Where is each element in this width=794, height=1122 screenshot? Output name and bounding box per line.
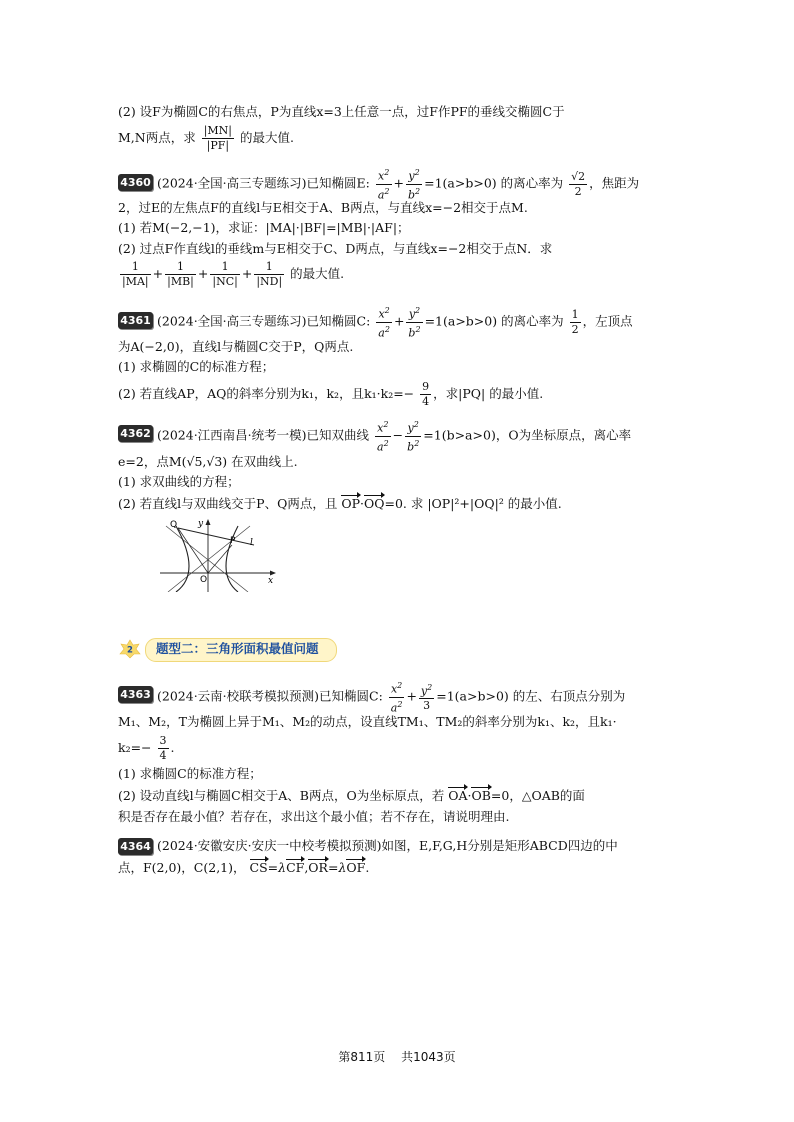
- text-fragment: ，求|PQ| 的最小值.: [433, 386, 544, 401]
- label-p: P: [230, 536, 236, 546]
- fraction: $\frac{y^2}{3}$: [420, 682, 433, 713]
- text-line: (1) 求椭圆的C的标准方程；: [118, 359, 275, 374]
- text-fragment: =0. 求 |OP|²+|OQ|² 的最小值.: [384, 496, 562, 511]
- text-fragment: (2024·江西南昌·统考一模)已知双曲线: [157, 427, 370, 443]
- y-axis-arrow-icon: [206, 519, 211, 525]
- fraction: $\frac{x^2}{a^2}$: [377, 420, 389, 454]
- fraction: $\frac{9}{4}$: [422, 380, 430, 408]
- fraction: $\frac{1}{|MB|}$: [167, 260, 194, 288]
- text-line: (2024·全国·高三专题练习)已知椭圆E: $\frac{x^2}{a^2}$ + $\frac{y^2}{b^2}$ =1(a>b>0) 的离心率为 $\frac{√2}{2}$ ，焦距为: [157, 168, 640, 202]
- text-fragment: .: [170, 740, 175, 755]
- text-fragment: k₂=−: [118, 740, 152, 755]
- vector-op: OP: [341, 496, 360, 511]
- text-fragment: (2) 设动直线l与椭圆C相交于A、B两点，O为坐标原点，若: [118, 788, 445, 803]
- fraction-numerator: |MN|: [203, 124, 233, 137]
- problem-number: 4361: [118, 312, 153, 329]
- page-footer: 第811页 共1043页: [338, 1050, 456, 1064]
- text-line: 点，F(2,0)，C(2,1)， CS=λCF,OR=λOF.: [118, 860, 370, 875]
- text-line: [118, 734, 175, 763]
- text-line: [118, 380, 543, 409]
- text-fragment: =1(a>b>0) 的离心率为: [424, 313, 564, 329]
- segment-op: [208, 545, 232, 573]
- segment-oq: [178, 528, 208, 573]
- text-line: M₁、M₂，T为椭圆上异于M₁、M₂的动点，设直线TM₁、TM₂的斜率分别为k₁、k₂，且k₁·: [118, 714, 617, 729]
- text-fragment: (2024·全国·高三专题练习)已知椭圆C:: [157, 313, 371, 329]
- fraction: $\frac{y^2}{b^2}$: [407, 168, 421, 202]
- fraction: $\frac{1}{|NC|}$: [212, 260, 238, 288]
- vector-or: OR: [308, 860, 328, 875]
- vector-ob: OB: [471, 788, 491, 803]
- text-line: (1) 若M(−2,−1)，求证：|MA|·|BF|=|MB|·|AF|；: [118, 220, 410, 235]
- text-line: (1) 求双曲线的方程；: [118, 474, 240, 489]
- vector-cf: CF: [286, 860, 305, 875]
- fraction: $\frac{y^2}{b^2}$: [408, 306, 421, 340]
- text-line: $\frac{1}{|MA|}$ + $\frac{1}{|MB|}$ + $\frac{1}{|NC|}$ + $\frac{1}{|ND|}$ 的最大值.: [122, 260, 345, 288]
- text-fragment: .: [365, 860, 370, 875]
- label-l: l: [250, 538, 253, 548]
- vector-of: OF: [346, 860, 366, 875]
- fraction-denominator: |PF|: [206, 139, 230, 152]
- section-badge-icon: [118, 639, 142, 659]
- text-line: (2) 若直线l与双曲线交于P、Q两点，且 OP·OQ=0. 求 |OP|²+|OQ|² 的最小值.: [118, 496, 562, 511]
- text-line: 积是否存在最小值？若存在，求出这个最小值；若不存在，请说明理由.: [118, 809, 510, 824]
- asymptote-2: [168, 526, 250, 592]
- problem-number: 4364: [118, 838, 153, 855]
- section-badge-number: 2: [127, 645, 133, 656]
- text-fragment: (2024·云南·校联考模拟预测)已知椭圆C:: [157, 688, 383, 704]
- text-fragment: =1(a>b>0) 的左、右顶点分别为: [436, 688, 626, 704]
- fraction: $\frac{x^2}{a^2}$: [377, 168, 390, 202]
- text-line: (2024·安徽安庆·安庆一中校考模拟预测)如图，E,F,G,H分别是矩形ABCD四边的中: [157, 838, 618, 853]
- text-line: (1) 求椭圆C的标准方程；: [118, 766, 262, 781]
- problem-number: 4360: [118, 174, 153, 191]
- text-line: 为A(−2,0)，直线l与椭圆C交于P，Q两点.: [118, 339, 354, 354]
- problem-number: 4362: [118, 425, 153, 442]
- text-fragment: 的最大值.: [290, 266, 345, 281]
- label-x: x: [268, 576, 274, 586]
- text-line: (2024·江西南昌·统考一模)已知双曲线 $\frac{x^2}{a^2}$ − $\frac{y^2}{b^2}$ =1(b>a>0)，O为坐标原点，离心率: [157, 420, 632, 454]
- fraction: $\frac{1}{2}$: [571, 307, 579, 336]
- text-line: (2) 设动直线l与椭圆C相交于A、B两点，O为坐标原点，若 OA·OB=0，△OAB的面: [118, 788, 585, 803]
- vector-cs: CS: [249, 860, 268, 875]
- text-line: [118, 124, 294, 153]
- text-fragment: 的最大值.: [240, 130, 294, 145]
- vector-oq: OQ: [363, 496, 385, 511]
- section-header: [118, 637, 334, 661]
- text-line: (2024·全国·高三专题练习)已知椭圆C: $\frac{x^2}{a^2}$ + $\frac{y^2}{b^2}$ =1(a>b>0) 的离心率为 $\frac{1}{2}$ ，左顶点: [157, 306, 633, 340]
- fraction: [202, 124, 234, 153]
- text-fragment: M,N两点，求: [118, 130, 196, 145]
- label-o: O: [200, 575, 208, 585]
- fraction: $\frac{x^2}{a^2}$: [378, 306, 390, 340]
- text-line: (2) 过点F作直线l的垂线m与E相交于C、D两点，与直线x=−2相交于点N．求: [118, 241, 553, 256]
- label-y: y: [198, 519, 204, 529]
- x-axis-arrow-icon: [270, 571, 276, 576]
- text-line: (2) 设F为椭圆C的右焦点，P为直线x=3上任意一点，过F作PF的垂线交椭圆C于: [118, 104, 565, 119]
- line-l: [178, 528, 254, 545]
- text-line: e=2，点M(√5,√3) 在双曲线上.: [118, 454, 298, 469]
- text-fragment: =0，△OAB的面: [490, 788, 585, 803]
- text-fragment: (2) 若直线AP，AQ的斜率分别为k₁，k₂，且k₁·k₂=−: [118, 386, 415, 401]
- fraction: $\frac{1}{|MA|}$: [122, 260, 149, 288]
- text-fragment: ，左顶点: [582, 313, 633, 329]
- fraction: $\frac{y^2}{b^2}$: [407, 420, 420, 454]
- vector-oa: OA: [448, 788, 468, 803]
- section-title: 题型二：三角形面积最值问题: [156, 641, 319, 656]
- fraction: $\frac{1}{|ND|}$: [256, 260, 283, 288]
- problem-number: 4363: [118, 686, 153, 703]
- fraction: $\frac{3}{4}$: [159, 734, 167, 762]
- label-q: Q: [170, 520, 178, 530]
- text-line: (2024·云南·校联考模拟预测)已知椭圆C: $\frac{x^2}{a^2}$ + $\frac{y^2}{3}$ =1(a>b>0) 的左、右顶点分别为: [157, 681, 626, 715]
- text-fragment: =1(b>a>0)，O为坐标原点，离心率: [423, 427, 632, 443]
- hyperbola-figure: [158, 516, 278, 592]
- text-fragment: (2) 若直线l与双曲线交于P、Q两点，且: [118, 496, 338, 511]
- fraction: $\frac{√2}{2}$: [571, 169, 586, 198]
- text-fragment: 点，F(2,0)，C(2,1)，: [118, 860, 246, 875]
- text-fragment: =1(a>b>0) 的离心率为: [424, 175, 564, 191]
- text-fragment: (2024·全国·高三专题练习)已知椭圆E:: [157, 175, 370, 191]
- text-fragment: ，焦距为: [589, 175, 640, 191]
- fraction: $\frac{x^2}{a^2}$: [390, 681, 403, 715]
- text-line: 2，过E的左焦点F的直线l与E相交于A、B两点，与直线x=−2相交于点M.: [118, 200, 528, 215]
